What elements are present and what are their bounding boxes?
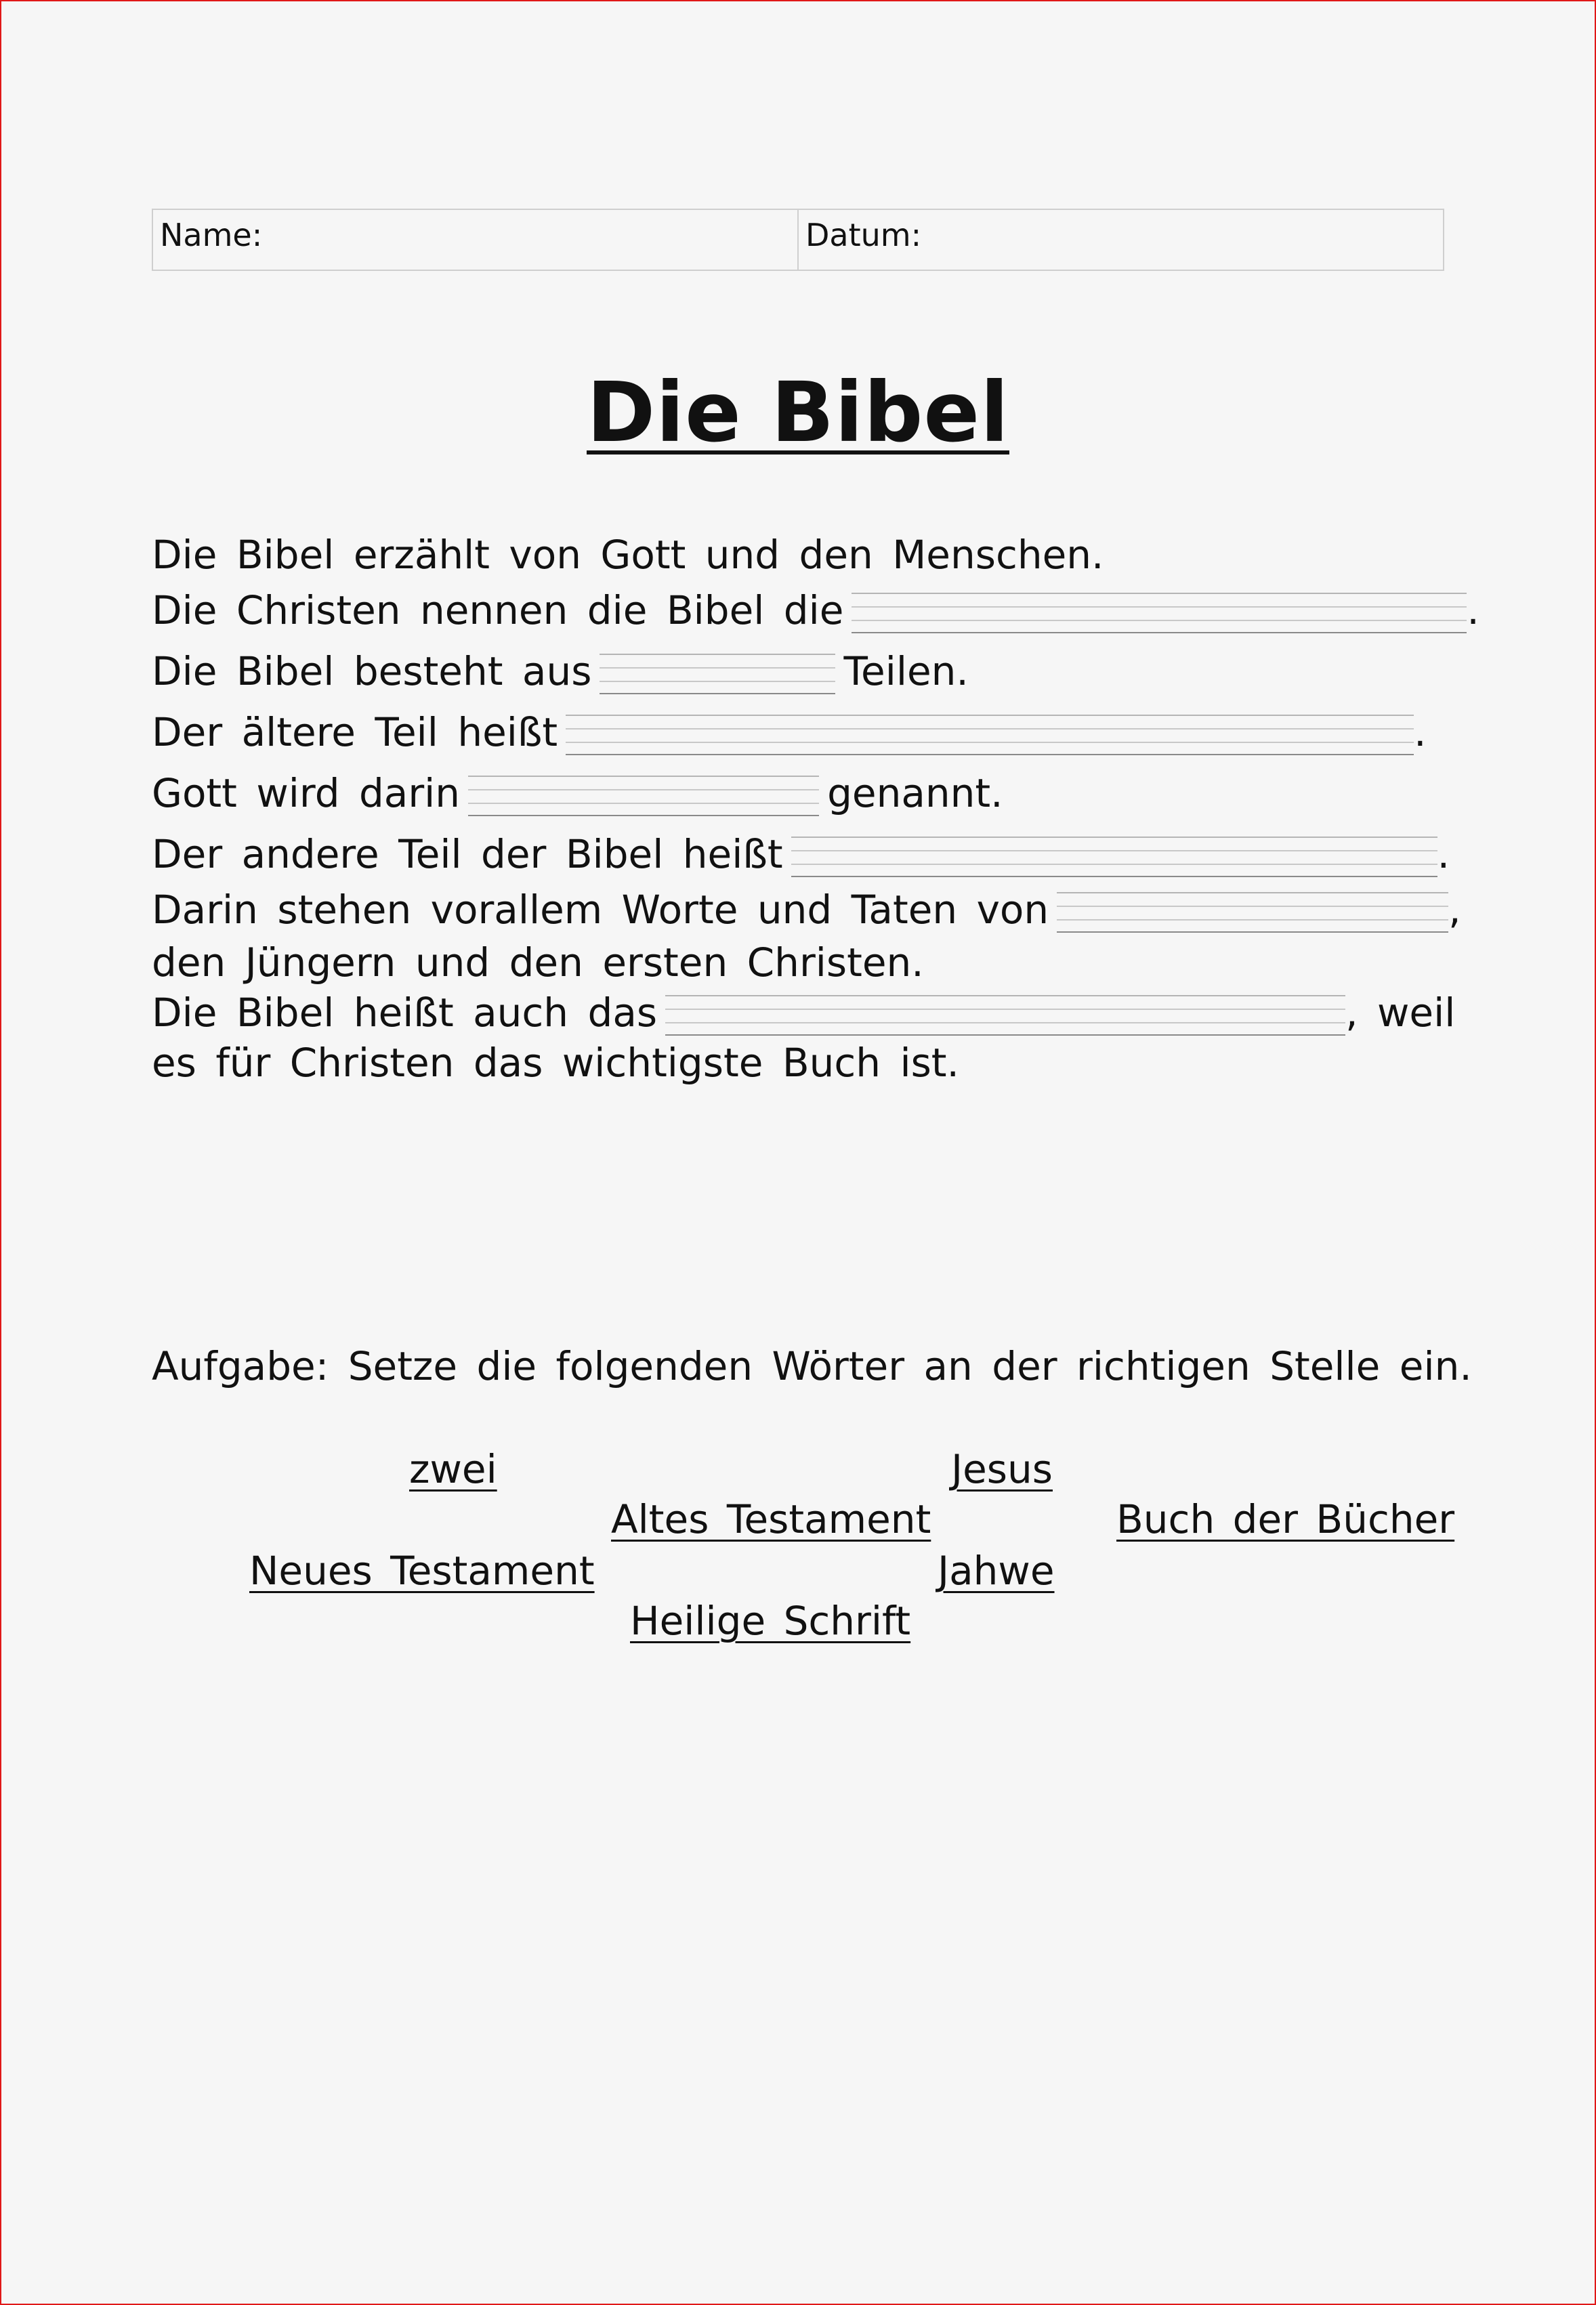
sentence-1: Die Bibel erzählt von Gott und den Menschen.: [152, 532, 1104, 578]
sentence-4: Der ältere Teil heißt .: [152, 709, 1427, 755]
word-altes-testament[interactable]: Altes Testament: [611, 1496, 931, 1542]
blank-4[interactable]: [468, 776, 819, 816]
name-label: Name:: [160, 217, 263, 253]
sentence-6: Der andere Teil der Bibel heißt .: [152, 831, 1450, 877]
sentence-8: den Jüngern und den ersten Christen.: [152, 939, 924, 986]
blank-3[interactable]: [566, 715, 1414, 755]
date-field[interactable]: [797, 210, 1443, 270]
blank-1[interactable]: [852, 593, 1467, 633]
blank-5[interactable]: [791, 837, 1437, 877]
word-jesus[interactable]: Jesus: [951, 1446, 1053, 1492]
word-zwei[interactable]: zwei: [409, 1446, 497, 1492]
date-label: Datum:: [805, 217, 922, 253]
sentence-10: es für Christen das wichtigste Buch ist.: [152, 1040, 959, 1086]
word-neues-testament[interactable]: Neues Testament: [249, 1548, 595, 1594]
sentence-3: Die Bibel besteht aus Teilen.: [152, 648, 969, 694]
sentence-7: Darin stehen vorallem Worte und Taten von ,: [152, 887, 1461, 933]
blank-7[interactable]: [665, 995, 1345, 1036]
name-date-table: [152, 209, 1444, 271]
sentence-5: Gott wird darin genannt.: [152, 770, 1003, 816]
page-title: Die Bibel: [586, 364, 1009, 461]
word-buch-der-buecher[interactable]: Buch der Bücher: [1116, 1496, 1455, 1542]
word-heilige-schrift[interactable]: Heilige Schrift: [630, 1598, 911, 1644]
sentence-2: Die Christen nennen die Bibel die .: [152, 587, 1479, 633]
task-instruction: Aufgabe: Setze die folgenden Wörter an der richtigen Stelle ein.: [152, 1343, 1472, 1389]
name-field[interactable]: [153, 210, 797, 270]
word-jahwe[interactable]: Jahwe: [938, 1548, 1055, 1594]
sentence-9: Die Bibel heißt auch das , weil: [152, 990, 1456, 1036]
blank-6[interactable]: [1057, 892, 1448, 933]
blank-2[interactable]: [600, 654, 835, 694]
